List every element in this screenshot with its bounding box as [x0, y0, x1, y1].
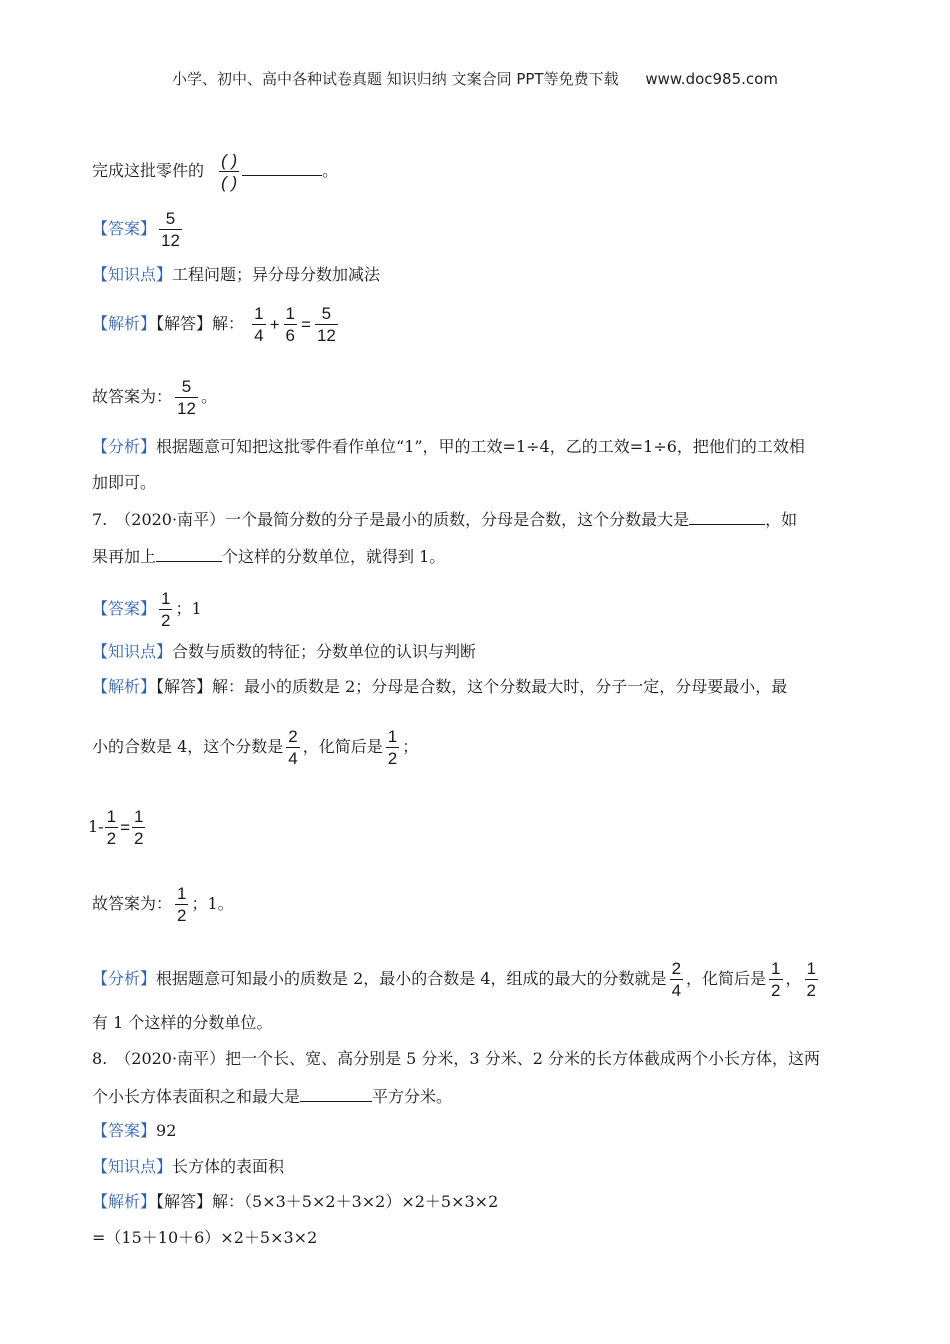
q7-answer-fraction	[159, 590, 172, 629]
q7-reason-f1	[670, 960, 683, 999]
header-site: www.doc985.com	[645, 70, 778, 88]
q6-eq-b	[284, 305, 297, 344]
q7-reason-text-2: 有 1 个这样的分数单位。	[92, 1013, 273, 1032]
q6-final	[92, 378, 217, 417]
q6-eq-a-den: 4	[254, 326, 264, 345]
header-text: 小学、初中、高中各种试卷真题 知识归纳 文案合同 PPT等免费下载	[172, 70, 619, 88]
q7-solution-1	[92, 677, 787, 697]
page-header	[0, 68, 950, 89]
q7-calc-a-num: 1	[106, 807, 117, 826]
q8-answer-value: 92	[156, 1121, 177, 1140]
q7-knowledge	[92, 642, 476, 662]
q7-stem-1	[92, 509, 797, 530]
q7-calc-r-num: 1	[134, 807, 144, 826]
q7-reason-f2-den: 2	[771, 981, 781, 1000]
q7-final-den: 2	[177, 906, 187, 925]
q7-calc-r-den: 2	[134, 829, 144, 848]
q7-calc	[88, 807, 146, 848]
q7-line2-c: ；	[402, 737, 419, 756]
q7-frac-b	[386, 728, 399, 767]
q6-knowledge-text: 工程问题；异分母分数加减法	[172, 265, 381, 284]
q6-final-fraction	[175, 378, 198, 417]
q6-eq-a	[252, 305, 265, 344]
q6-paren-fraction	[219, 152, 239, 191]
q7-line2-b: ，化简后是	[302, 737, 383, 756]
q6-eq-r-num: 5	[321, 304, 332, 323]
knowledge-label: 【知识点】	[92, 642, 173, 661]
q7-frac-b-num: 1	[387, 727, 398, 746]
q7-reason-f3-den: 2	[806, 981, 816, 1000]
q7-blank-2[interactable]	[156, 546, 222, 562]
q7-calc-a-den: 2	[106, 829, 117, 848]
q6-eq-equals: =	[301, 314, 311, 334]
knowledge-label: 【知识点】	[92, 265, 173, 284]
q8-solution	[92, 1192, 498, 1212]
q7-reason-2	[92, 1013, 272, 1033]
q7-solution-2	[92, 728, 418, 767]
q7-final-fraction	[175, 885, 188, 924]
solution-label: 【解答】	[156, 1192, 213, 1211]
q7-knowledge-text: 合数与质数的特征；分数单位的认识与判断	[172, 642, 477, 661]
q8-stem-text-2: 个小长方体表面积之和最大是	[92, 1087, 301, 1106]
reason-label: 【分析】	[92, 437, 157, 456]
analysis-label: 【解析】	[92, 314, 157, 333]
q7-reason-1	[92, 960, 821, 999]
q6-stem	[92, 152, 338, 191]
q6-solution	[92, 305, 341, 344]
q8-solve-text: 解：（5×3＋5×2＋3×2）×2＋5×3×2	[212, 1192, 499, 1211]
q6-stem-prefix: 完成这批零件的	[92, 161, 205, 180]
q7-solve-text: 解：最小的质数是 2；分母是合数，这个分数最大时，分子一定，分母要最小，最	[212, 677, 788, 696]
q6-stem-suffix: 。	[322, 161, 339, 180]
q6-solve-prefix: 解：	[212, 314, 245, 333]
q7-reason-f1-num: 2	[671, 959, 682, 978]
q7-frac-a-den: 4	[288, 749, 298, 768]
q7-frac-a-num: 2	[288, 727, 298, 746]
q6-reason-1	[92, 437, 805, 457]
q6-reason-text-2: 加即可。	[92, 473, 157, 492]
q6-blank[interactable]	[242, 160, 322, 176]
q6-reason-text: 根据题意可知把这批零件看作单位“1”，甲的工效=1÷4，乙的工效=1÷6，把他们的工效相	[156, 437, 805, 456]
q8-knowledge	[92, 1157, 284, 1177]
q6-paren-num: ( )	[221, 151, 238, 170]
q7-reason-f2-num: 1	[771, 959, 781, 978]
q7-final-suffix: ；1。	[191, 894, 234, 913]
analysis-label: 【解析】	[92, 1192, 157, 1211]
q6-eq-b-den: 6	[285, 326, 296, 345]
q7-stem-text-2b: 个这样的分数单位，就得到 1。	[222, 547, 446, 566]
q6-final-prefix: 故答案为：	[92, 387, 173, 406]
q8-blank[interactable]	[300, 1086, 372, 1102]
q7-reason-f3	[805, 960, 818, 999]
reason-label: 【分析】	[92, 969, 157, 988]
q7-reason-f3-num: 1	[806, 959, 816, 978]
solution-label: 【解答】	[156, 677, 213, 696]
q8-step2-text: =（15＋10＋6）×2＋5×3×2	[92, 1228, 318, 1247]
q6-eq-r-den: 12	[316, 326, 336, 345]
q7-final-prefix: 故答案为：	[92, 894, 173, 913]
q7-final	[92, 885, 234, 924]
q8-stem-1	[92, 1049, 820, 1069]
q7-stem-text-1b: ，如	[765, 510, 798, 529]
q6-eq-plus: +	[269, 314, 280, 334]
q7-stem-2	[92, 546, 445, 567]
q8-answer	[92, 1121, 176, 1141]
q6-reason-2	[92, 473, 156, 493]
q7-final-num: 1	[177, 884, 187, 903]
q7-answer	[92, 590, 202, 629]
q8-stem-text-1: 8. （2020·南平）把一个长、宽、高分别是 5 分米，3 分米、2 分米的长方体截成两个小长方体，这两	[92, 1049, 820, 1068]
q7-stem-text-2: 果再加上	[92, 547, 157, 566]
solution-label: 【解答】	[156, 314, 213, 333]
q8-stem-2	[92, 1086, 452, 1107]
q6-eq-result	[315, 305, 338, 344]
q7-reason-mid: ，化简后是	[686, 969, 767, 988]
q7-reason-text: 根据题意可知最小的质数是 2，最小的合数是 4，组成的最大的分数就是	[156, 969, 667, 988]
q6-final-num: 5	[181, 377, 192, 396]
answer-label: 【答案】	[92, 599, 157, 618]
q7-blank-1[interactable]	[689, 509, 765, 525]
q7-reason-f2	[769, 960, 782, 999]
q6-final-suffix: 。	[200, 387, 217, 406]
q8-stem-text-2b: 平方分米。	[372, 1087, 453, 1106]
q6-eq-b-num: 1	[285, 304, 296, 323]
q7-calc-equals: =	[120, 817, 130, 837]
q6-paren-den: ( )	[221, 173, 238, 192]
analysis-label: 【解析】	[92, 677, 157, 696]
q6-answer-num: 5	[165, 209, 176, 228]
q7-reason-comma: ，	[785, 969, 802, 988]
q6-answer-fraction	[159, 210, 182, 249]
q7-frac-b-den: 2	[387, 749, 398, 768]
q7-answer-den: 2	[161, 611, 171, 630]
q7-reason-f1-den: 4	[671, 981, 682, 1000]
q7-calc-result	[132, 808, 145, 847]
answer-label: 【答案】	[92, 219, 157, 238]
q6-eq-a-num: 1	[254, 304, 264, 323]
q8-knowledge-text: 长方体的表面积	[172, 1157, 285, 1176]
q8-step-2	[92, 1228, 317, 1248]
q7-answer-num: 1	[161, 589, 171, 608]
answer-label: 【答案】	[92, 1121, 157, 1140]
knowledge-label: 【知识点】	[92, 1157, 173, 1176]
q6-final-den: 12	[177, 399, 196, 418]
q6-answer-den: 12	[161, 231, 180, 250]
q7-line2-a: 小的合数是 4，这个分数是	[92, 737, 284, 756]
q7-calc-lead: 1-	[88, 817, 104, 836]
q7-answer-rest: ；1	[175, 599, 202, 618]
q7-frac-a	[286, 728, 299, 767]
q6-knowledge	[92, 265, 380, 285]
q7-calc-a	[105, 808, 118, 847]
q6-answer	[92, 210, 185, 249]
q7-stem-text-1: 7. （2020·南平）一个最简分数的分子是最小的质数，分母是合数，这个分数最大是	[92, 510, 690, 529]
